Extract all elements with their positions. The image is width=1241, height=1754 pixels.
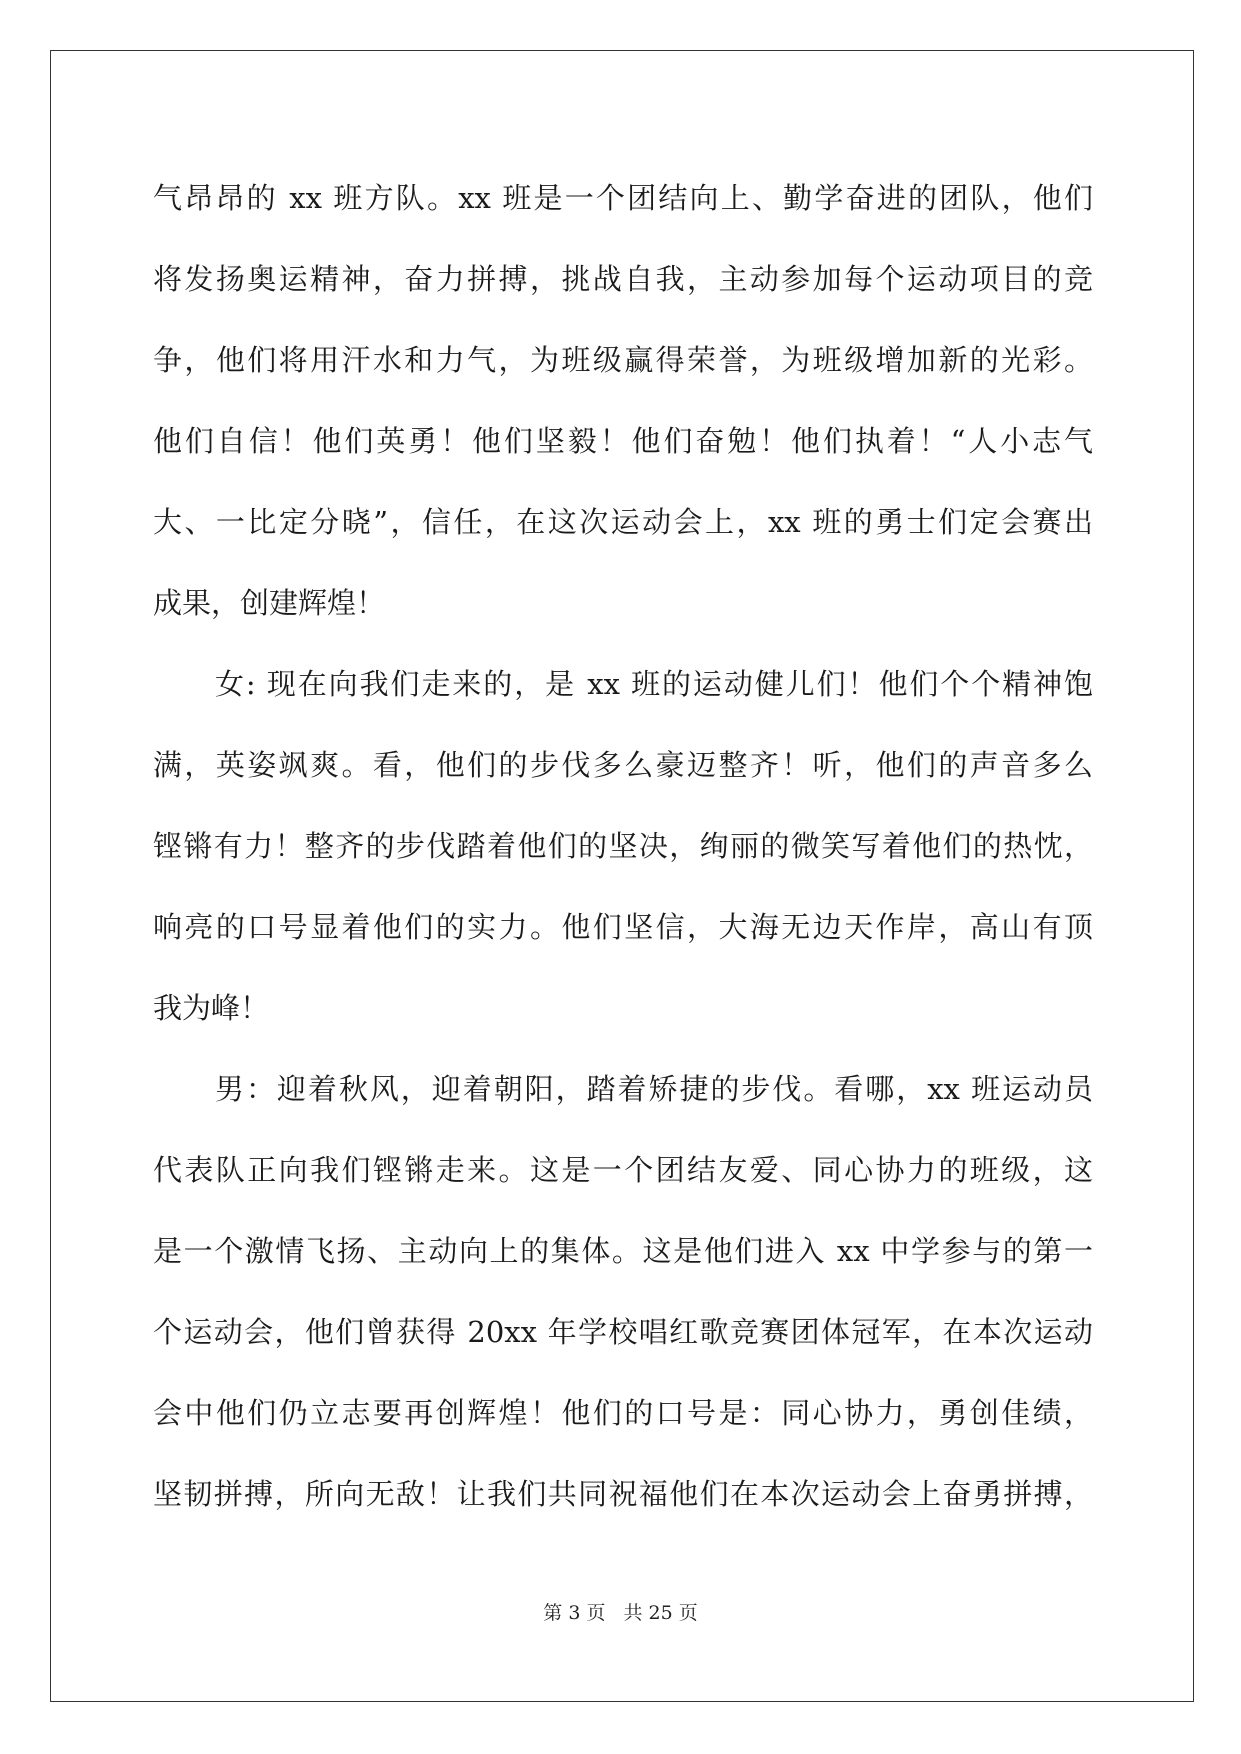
text-line-14: 是一个激情飞扬、主动向上的集体。这是他们进入 xx 中学参与的第一 [153,1234,1093,1268]
text-line-4: 他们自信！他们英勇！他们坚毅！他们奋勉！他们执着！“人小志气 [153,424,1093,458]
text-line-15: 个运动会，他们曾获得 20xx 年学校唱红歌竞赛团体冠军，在本次运动 [153,1315,1093,1349]
page-footer [0,1601,1241,1625]
text-line-1: 气昂昂的 xx 班方队。xx 班是一个团结向上、勤学奋进的团队，他们 [153,181,1093,215]
text-line-10: 响亮的口号显着他们的实力。他们坚信，大海无边天作岸，高山有顶 [153,910,1093,944]
text-line-7: 女: 现在向我们走来的，是 xx 班的运动健儿们！他们个个精神饱 [215,667,1093,701]
document-body [153,158,1093,1535]
text-line-13: 代表队正向我们铿锵走来。这是一个团结友爱、同心协力的班级，这 [153,1153,1093,1187]
page-total: 共 25 页 [623,1602,698,1624]
text-line-8: 满，英姿飒爽。看，他们的步伐多么豪迈整齐！听，他们的声音多么 [153,748,1093,782]
text-line-6: 成果，创建辉煌！ [153,586,386,620]
text-line-12: 男：迎着秋风，迎着朝阳，踏着矫捷的步伐。看哪，xx 班运动员 [215,1072,1093,1106]
text-line-5: 大、一比定分晓”，信任，在这次运动会上，xx 班的勇士们定会赛出 [153,505,1093,539]
text-line-16: 会中他们仍立志要再创辉煌！他们的口号是：同心协力，勇创佳绩， [153,1396,1093,1430]
text-line-17: 坚韧拼搏，所向无敌！让我们共同祝福他们在本次运动会上奋勇拼搏， [153,1477,1093,1511]
text-line-3: 争，他们将用汗水和力气，为班级赢得荣誉，为班级增加新的光彩。 [153,343,1093,377]
text-line-2: 将发扬奥运精神，奋力拼搏，挑战自我，主动参加每个运动项目的竞 [153,262,1093,296]
page-number: 第 3 页 [543,1602,606,1624]
text-line-11: 我为峰！ [153,991,270,1025]
text-line-9: 铿锵有力！整齐的步伐踏着他们的坚决，绚丽的微笑写着他们的热忱， [153,829,1093,863]
